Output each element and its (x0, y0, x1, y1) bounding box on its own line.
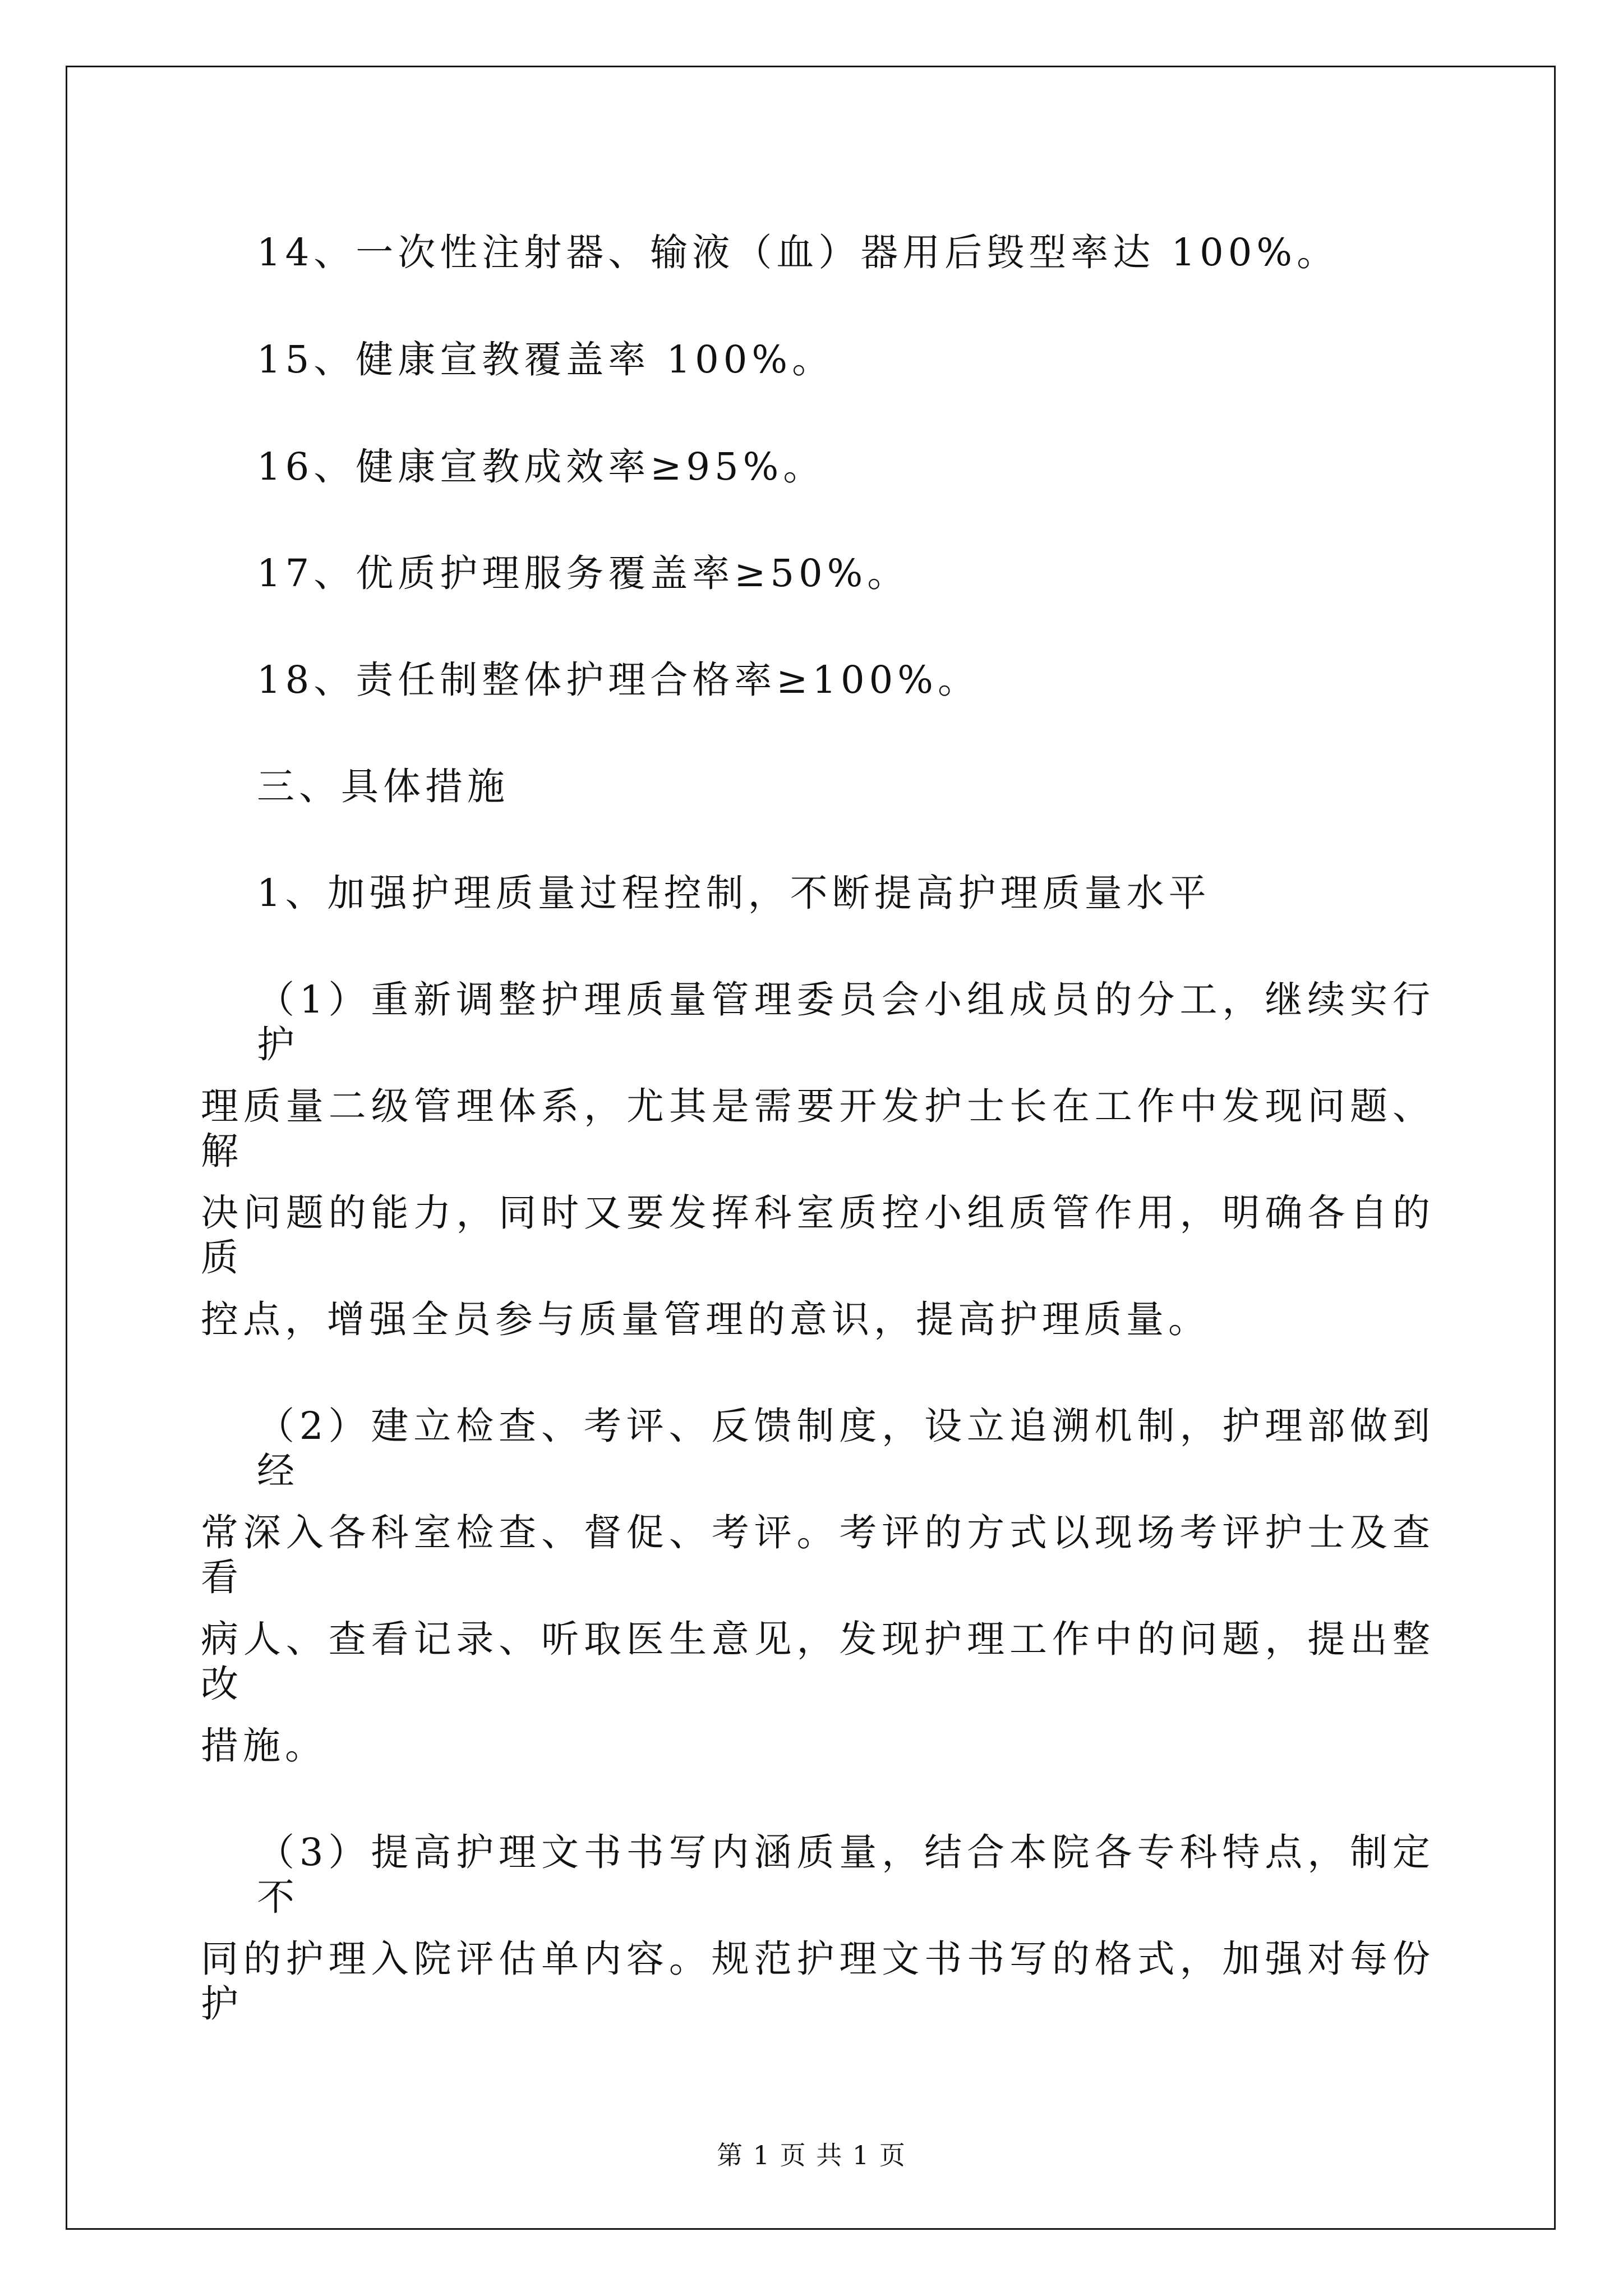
list-item-14: 14、一次性注射器、输液（血）器用后毁型率达 100%。 (257, 231, 1339, 274)
subheading: 1、加强护理质量过程控制，不断提高护理质量水平 (257, 871, 1211, 915)
page-number-footer: 第 1 页 共 1 页 (717, 2140, 906, 2170)
paragraph-1-line-3: 决问题的能力，同时又要发挥科室质控小组质管作用，明确各自的质 (201, 1191, 1435, 1280)
paragraph-3-line-2: 同的护理入院评估单内容。规范护理文书书写的格式，加强对每份护 (201, 1937, 1435, 2026)
list-item-18: 18、责任制整体护理合格率≥100%。 (257, 658, 980, 702)
list-item-17: 17、优质护理服务覆盖率≥50%。 (257, 551, 910, 595)
paragraph-2-line-3: 病人、查看记录、听取医生意见，发现护理工作中的问题，提出整改 (201, 1617, 1435, 1706)
paragraph-1-line-4: 控点，增强全员参与质量管理的意识，提高护理质量。 (201, 1297, 1210, 1341)
paragraph-1-line-1: （1）重新调整护理质量管理委员会小组成员的分工，继续实行护 (257, 978, 1435, 1066)
paragraph-3-line-1: （3）提高护理文书书写内涵质量，结合本院各专科特点，制定不 (257, 1830, 1435, 1919)
section-heading: 三、具体措施 (257, 765, 509, 808)
paragraph-2-line-1: （2）建立检查、考评、反馈制度，设立追溯机制，护理部做到经 (257, 1404, 1435, 1493)
paragraph-1-line-2: 理质量二级管理体系，尤其是需要开发护士长在工作中发现问题、解 (201, 1084, 1435, 1173)
list-item-15: 15、健康宣教覆盖率 100%。 (257, 338, 834, 381)
paragraph-2-line-2: 常深入各科室检查、督促、考评。考评的方式以现场考评护士及查看 (201, 1511, 1435, 1599)
list-item-16: 16、健康宣教成效率≥95%。 (257, 445, 826, 489)
paragraph-2-line-4: 措施。 (201, 1724, 327, 1768)
